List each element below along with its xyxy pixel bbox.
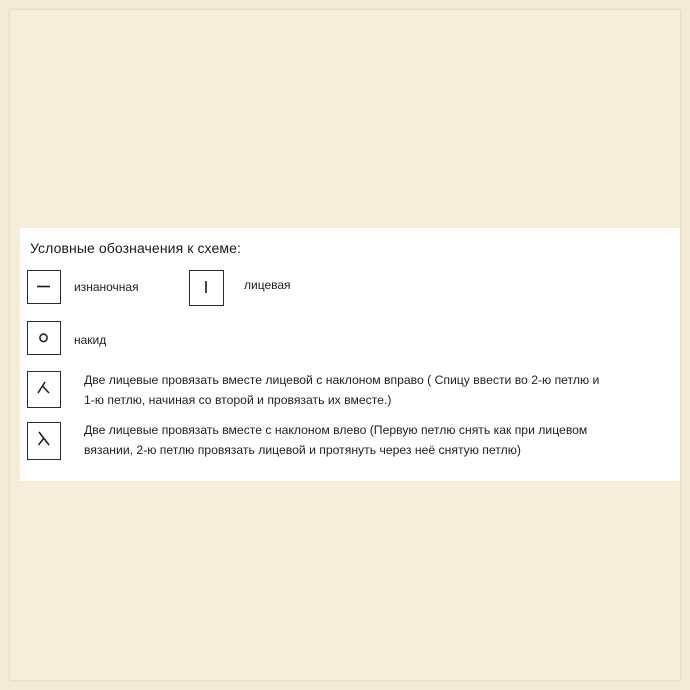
right-slant-decrease-symbol-icon (27, 371, 61, 408)
vertical-bar-symbol-icon (189, 270, 224, 306)
right-slant-glyph (28, 372, 59, 403)
legend-desc-right-decrease (84, 370, 599, 410)
left-slant-decrease-symbol-icon (27, 422, 61, 460)
circle-symbol-icon (27, 321, 61, 355)
legend-desc-left-decrease (84, 420, 587, 460)
legend-title: Условные обозначения к схеме: (30, 240, 241, 256)
page-frame (10, 10, 680, 680)
legend-panel (20, 228, 680, 481)
left-slant-glyph (28, 423, 59, 454)
desc-line: 1-ю петлю, начиная со второй и провязать их вместе.) (84, 393, 392, 407)
desc-line: Две лицевые провязать вместе с наклоном влево (Первую петлю снять как при лицевом (84, 423, 588, 437)
desc-line: Две лицевые провязать вместе лицевой с наклоном вправо ( Спицу ввести во 2-ю петлю и (84, 373, 600, 387)
legend-label-knit: лицевая (244, 278, 291, 292)
legend-label-yarn-over: накид (74, 333, 107, 347)
legend-label-purl: изнаночная (74, 280, 139, 294)
dash-glyph (28, 271, 59, 302)
circle-glyph (28, 322, 59, 353)
vertical-bar-glyph (190, 271, 221, 302)
dash-symbol-icon (27, 270, 61, 304)
desc-line: вязании, 2-ю петлю провязать лицевой и протянуть через неё снятую петлю) (84, 443, 521, 457)
